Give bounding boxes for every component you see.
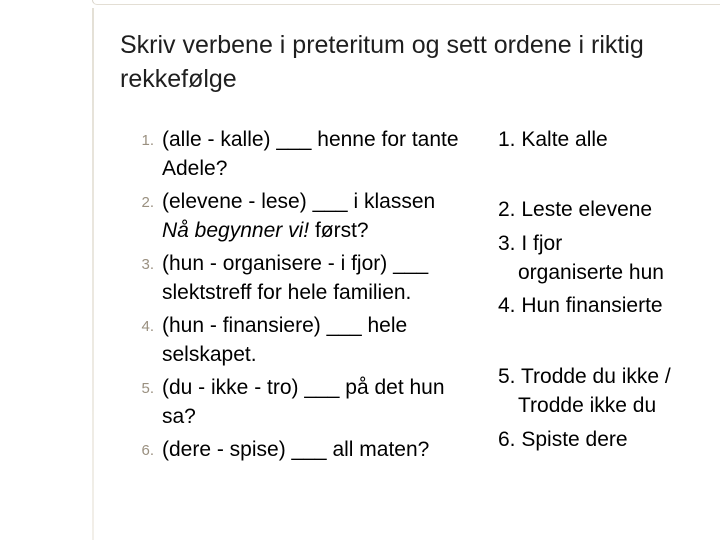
exercise-number: 3. (141, 256, 154, 273)
slide-frame-left (92, 8, 94, 540)
answer-item (498, 125, 713, 154)
exercise-item (100, 373, 460, 431)
exercise-list (100, 125, 460, 468)
answer-line: 1. Kalte alle (498, 128, 608, 151)
exercise-blank: ___ (326, 314, 362, 337)
exercise-rest: slektstreff for hele familien. (162, 281, 412, 304)
exercise-blank: ___ (393, 252, 429, 275)
exercise-rest: all maten? (332, 438, 430, 461)
exercise-number: 1. (141, 132, 154, 149)
exercise-rest: henne for tante Adele? (162, 128, 459, 180)
exercise-number: 4. (141, 318, 154, 335)
exercise-after: først? (314, 219, 369, 242)
exercise-italic-quote: Nå begynner vi! (162, 219, 310, 242)
exercise-prompt: (hun - finansiere) (162, 314, 321, 337)
answer-line: 5. Trodde du ikke / (498, 365, 671, 388)
exercise-number: 2. (141, 194, 154, 211)
answer-item (498, 195, 713, 224)
answer-item (498, 425, 713, 454)
exercise-item (100, 249, 460, 307)
answer-line: 2. Leste elevene (498, 198, 653, 221)
answer-line: 6. Spiste dere (498, 428, 628, 451)
exercise-blank: ___ (291, 438, 327, 461)
answer-line-continued: Trodde ikke du (518, 394, 657, 417)
exercise-item (100, 125, 460, 183)
slide-title: Skriv verbene i preteritum og sett ordene i riktig rekkefølge (120, 31, 644, 93)
exercise-prompt: (alle - kalle) (162, 128, 271, 151)
exercise-rest: hele selskapet. (162, 314, 408, 366)
answer-item (498, 229, 713, 287)
exercise-rest: på det hun sa? (162, 376, 445, 428)
answer-line: 4. Hun finansierte (498, 294, 663, 317)
exercise-item (100, 187, 460, 245)
exercise-prompt: (du - ikke - tro) (162, 376, 299, 399)
exercise-prompt: (elevene - lese) (162, 190, 307, 213)
exercise-rest: i klassen (353, 190, 436, 213)
exercise-item (100, 435, 460, 464)
answer-item (498, 291, 713, 320)
exercise-blank: ___ (276, 128, 312, 151)
answer-item (498, 362, 713, 420)
exercise-prompt: (hun - organisere - i fjor) (162, 252, 388, 275)
exercise-number: 6. (141, 442, 154, 459)
exercise-prompt: (dere - spise) (162, 438, 286, 461)
answer-line: 3. I fjor (498, 232, 563, 255)
exercise-blank: ___ (312, 190, 348, 213)
answer-line-continued: organiserte hun (518, 261, 664, 284)
exercise-item (100, 311, 460, 369)
exercise-blank: ___ (304, 376, 340, 399)
slide-frame-top (92, 0, 720, 5)
exercise-number: 5. (141, 380, 154, 397)
